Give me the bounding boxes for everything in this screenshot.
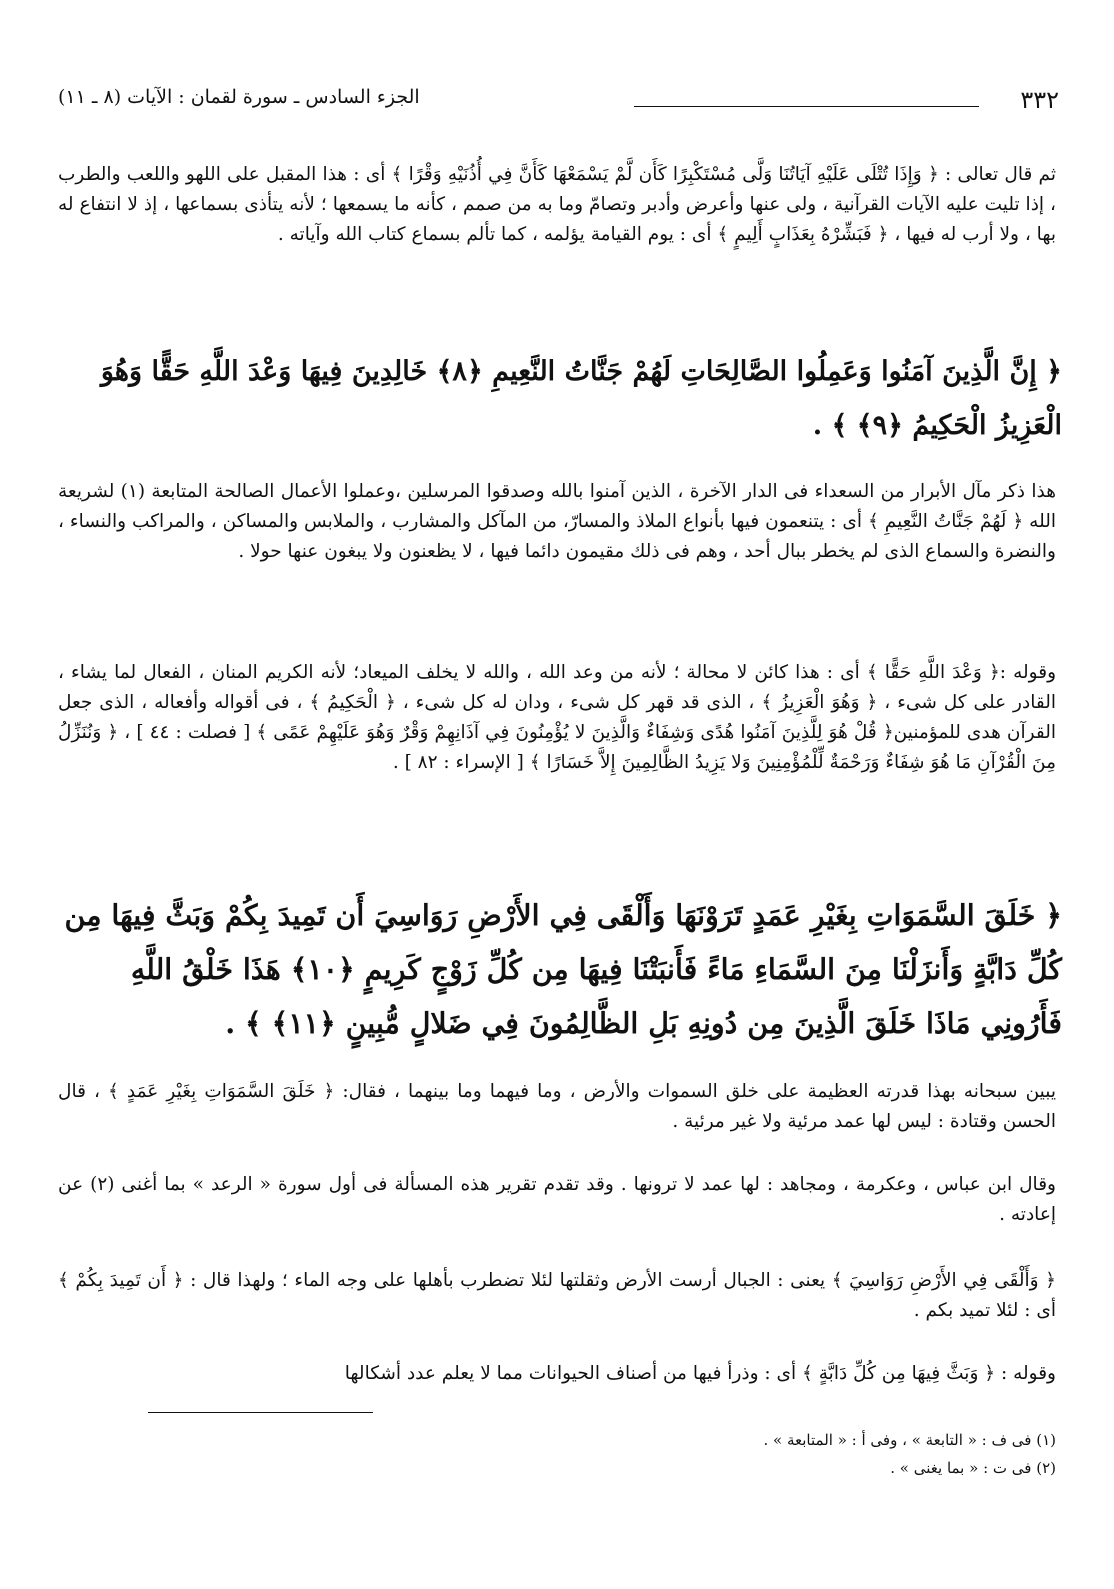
page-header	[58, 84, 1059, 124]
running-title: الجزء السادس ـ سورة لقمان : الآيات (٨ ـ ١١)	[58, 86, 420, 108]
quran-verses-8-9: ﴿ إِنَّ الَّذِينَ آمَنُوا وَعَمِلُوا الصَّالِحَاتِ لَهُمْ جَنَّاتُ النَّعِيمِ ﴿٨﴾ خَالِدِينَ فِيهَا وَعْدَ اللَّهِ حَقًّا وَهُوَ الْعَزِيزُ الْحَكِيمُ ﴿٩﴾ ﴾ .	[100, 356, 1062, 441]
commentary-paragraph-2: هذا ذكر مآل الأبرار من السعداء فى الدار الآخرة ، الذين آمنوا بالله وصدقوا المرسلين ،وعملوا الأعمال الصالحة المتابعة (١) لشريعة الله ﴿ لَهُمْ جَنَّاتُ النَّعِيمِ ﴾ أى : يتنعمون فيها بأنواع الملاذ والمسارّ، من المآكل والمشارب ، والملابس والمساكن ، والمراكب والنساء ، والنضرة والسماع الذى لم يخطر ببال أحد ، وهم فى ذلك مقيمون دائما فيها ، لا يظعنون ولا يبغون عنها حولا .	[58, 481, 1056, 562]
header-rule	[634, 106, 979, 107]
commentary-paragraph-1: ثم قال تعالى : ﴿ وَإِذَا تُتْلَى عَلَيْهِ آيَاتُنَا وَلَّى مُسْتَكْبِرًا كَأَن لَّمْ يَسْمَعْهَا كَأَنَّ فِي أُذُنَيْهِ وَقْرًا ﴾ أى : هذا المقبل على اللهو واللعب والطرب ، إذا تليت عليه الآيات القرآنية ، ولى عنها وأعرض وأدبر وتصامّ وما به من صمم ، كأنه ما يسمعها ؛ لأنه يتأذى بسماعها ، إذ لا انتفاع له بها ، ولا أرب له فيها ، ﴿ فَبَشِّرْهُ بِعَذَابٍ أَلِيمٍ ﴾ أى : يوم القيامة يؤلمه ، كما تألم بسماع كتاب الله وآياته .	[58, 164, 1056, 245]
commentary-paragraph-4: يبين سبحانه بهذا قدرته العظيمة على خلق السموات والأرض ، وما فيهما وما بينهما ، فقال: ﴿ خَلَقَ السَّمَوَاتِ بِغَيْرِ عَمَدٍ ﴾ ، قال الحسن وقتادة : ليس لها عمد مرئية ولا غير مرئية .	[58, 1081, 1056, 1132]
page-number: ٣٣٢	[1020, 86, 1059, 114]
footnote-2: (٢) فى ت : « بما يغنى » .	[890, 1459, 1056, 1477]
quran-verses-10-11: ﴿ خَلَقَ السَّمَوَاتِ بِغَيْرِ عَمَدٍ تَرَوْنَهَا وَأَلْقَى فِي الأَرْضِ رَوَاسِيَ أَن تَمِيدَ بِكُمْ وَبَثَّ فِيهَا مِن كُلِّ دَابَّةٍ وَأَنزَلْنَا مِنَ السَّمَاءِ مَاءً فَأَنبَتْنَا فِيهَا مِن كُلِّ زَوْجٍ كَرِيمٍ ﴿١٠﴾ هَذَا خَلْقُ اللَّهِ فَأَرُونِي مَاذَا خَلَقَ الَّذِينَ مِن دُونِهِ بَلِ الظَّالِمُونَ فِي ضَلالٍ مُّبِينٍ ﴿١١﴾ ﴾ .	[64, 898, 1062, 1040]
commentary-paragraph-6: ﴿ وَأَلْقَى فِي الأَرْضِ رَوَاسِيَ ﴾ يعنى : الجبال أرست الأرض وثقلتها لئلا تضطرب بأهلها على وجه الماء ؛ ولهذا قال : ﴿ أَن تَمِيدَ بِكُمْ ﴾ أى : لئلا تميد بكم .	[58, 1270, 1056, 1321]
commentary-paragraph-3: وقوله :﴿ وَعْدَ اللَّهِ حَقًّا ﴾ أى : هذا كائن لا محالة ؛ لأنه من وعد الله ، والله لا يخلف الميعاد؛ لأنه الكريم المنان ، الفعال لما يشاء ، القادر على كل شىء ، ﴿ وَهُوَ الْعَزِيزُ ﴾ ، الذى قد قهر كل شىء ، ودان له كل شىء ، ﴿ الْحَكِيمُ ﴾ ، فى أقواله وأفعاله ، الذى جعل القرآن هدى للمؤمنين﴿ قُلْ هُوَ لِلَّذِينَ آمَنُوا هُدًى وَشِفَاءٌ وَالَّذِينَ لا يُؤْمِنُونَ فِي آذَانِهِمْ وَقْرٌ وَهُوَ عَلَيْهِمْ عَمًى ﴾ [ فصلت : ٤٤ ] ، ﴿ وَنُنَزِّلُ مِنَ الْقُرْآنِ مَا هُوَ شِفَاءٌ وَرَحْمَةٌ لِّلْمُؤْمِنِينَ وَلا يَزِيدُ الظَّالِمِينَ إِلاَّ خَسَارًا ﴾ [ الإسراء : ٨٢ ] .	[58, 662, 1056, 773]
footnote-1: (١) فى ف : « التابعة » ، وفى أ : « المتابعة » .	[763, 1431, 1056, 1449]
commentary-paragraph-5: وقال ابن عباس ، وعكرمة ، ومجاهد : لها عمد لا ترونها . وقد تقدم تقرير هذه المسألة فى أول سورة « الرعد » بما أغنى (٢) عن إعادته .	[58, 1174, 1056, 1225]
footnote-rule	[148, 1412, 373, 1413]
commentary-paragraph-7: وقوله : ﴿ وَبَثَّ فِيهَا مِن كُلِّ دَابَّةٍ ﴾ أى : وذرأ فيها من أصناف الحيوانات مما لا يعلم عدد أشكالها	[344, 1363, 1056, 1384]
